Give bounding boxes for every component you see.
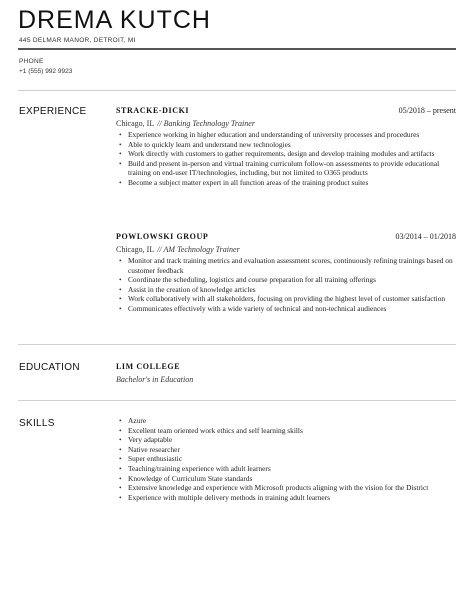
- phone-label: PHONE: [19, 58, 44, 65]
- list-item: • Very adaptable: [128, 435, 456, 445]
- list-item: • Extensive knowledge and experience with Microsoft products aligning with the vision for the District: [128, 483, 456, 493]
- experience-section-title: EXPERIENCE: [19, 106, 87, 117]
- list-item: • Experience with multiple delivery methods in training adult learners: [128, 493, 456, 503]
- education-entry: [116, 362, 456, 384]
- employment-dates: 03/2014 – 01/2018: [395, 232, 456, 241]
- list-item: • Monitor and track training metrics and evaluation assessment scores, continuously refining trainings based on customer feedback: [128, 256, 456, 275]
- degree: [116, 375, 456, 384]
- company-name: STRACKE-DICKI: [116, 106, 190, 115]
- list-item: • Assist in the creation of knowledge articles: [128, 285, 456, 295]
- candidate-name: DREMA KUTCH: [18, 6, 211, 34]
- list-item: • Teaching/training experience with adult learners: [128, 464, 456, 474]
- experience-entry: [116, 232, 456, 314]
- list-item: • Experience working in higher education and understanding of university processes and procedures: [128, 130, 456, 140]
- list-item: • Coordinate the scheduling, logistics and course preparation for all training offerings: [128, 275, 456, 285]
- section-divider: [18, 344, 456, 345]
- list-item: • Communicates effectively with a wide variety of technical and non-technical audiences: [128, 304, 456, 314]
- degree-text: Bachelor's in Education: [116, 375, 194, 384]
- address: 445 DELMAR MANOR, DETROIT, MI: [19, 37, 136, 44]
- list-item: • Work directly with customers to gather requirements, design and develop training modules and artifacts: [128, 149, 456, 159]
- list-item: • Able to quickly learn and understand new technologies: [128, 140, 456, 150]
- list-item: • Native researcher: [128, 445, 456, 455]
- experience-entry: [116, 106, 456, 188]
- list-item: • Excellent team oriented work ethics and self learning skills: [128, 426, 456, 436]
- list-item: • Knowledge of Curriculum State standards: [128, 474, 456, 484]
- list-item: • Super enthusiastic: [128, 454, 456, 464]
- job-role: AM Technology Trainer: [163, 245, 240, 254]
- phone-number: +1 (555) 992 9923: [19, 68, 73, 75]
- job-bullets: [116, 256, 456, 314]
- section-divider: [18, 400, 456, 401]
- section-divider: [18, 90, 456, 91]
- list-item: • Work collaboratively with all stakeholders, focusing on providing the highest level of customer satisfaction: [128, 294, 456, 304]
- employment-dates: 05/2018 – present: [398, 106, 456, 115]
- job-bullets: [116, 130, 456, 188]
- separator: //: [157, 245, 164, 254]
- list-item: • Build and present in-person and virtual training curriculum follow-on assessments to provide educational training on end-user IT/technologies, including, but not limited to O365 products: [128, 159, 456, 178]
- skills-list-container: [116, 416, 456, 502]
- company-name: POWLOWSKI GROUP: [116, 232, 209, 241]
- job-location-role: [116, 119, 456, 128]
- job-location: Chicago, IL: [116, 245, 155, 254]
- education-section-title: EDUCATION: [19, 362, 80, 373]
- separator: //: [157, 119, 164, 128]
- list-item: • Become a subject matter expert in all function areas of the training product suites: [128, 178, 456, 188]
- skills-section-title: SKILLS: [19, 418, 55, 429]
- job-role: Banking Technology Trainer: [163, 119, 255, 128]
- header-divider: [18, 48, 456, 50]
- school-name: LIM COLLEGE: [116, 362, 181, 371]
- list-item: • Azure: [128, 416, 456, 426]
- job-location-role: [116, 245, 456, 254]
- job-location: Chicago, IL: [116, 119, 155, 128]
- skills-list: [116, 416, 456, 502]
